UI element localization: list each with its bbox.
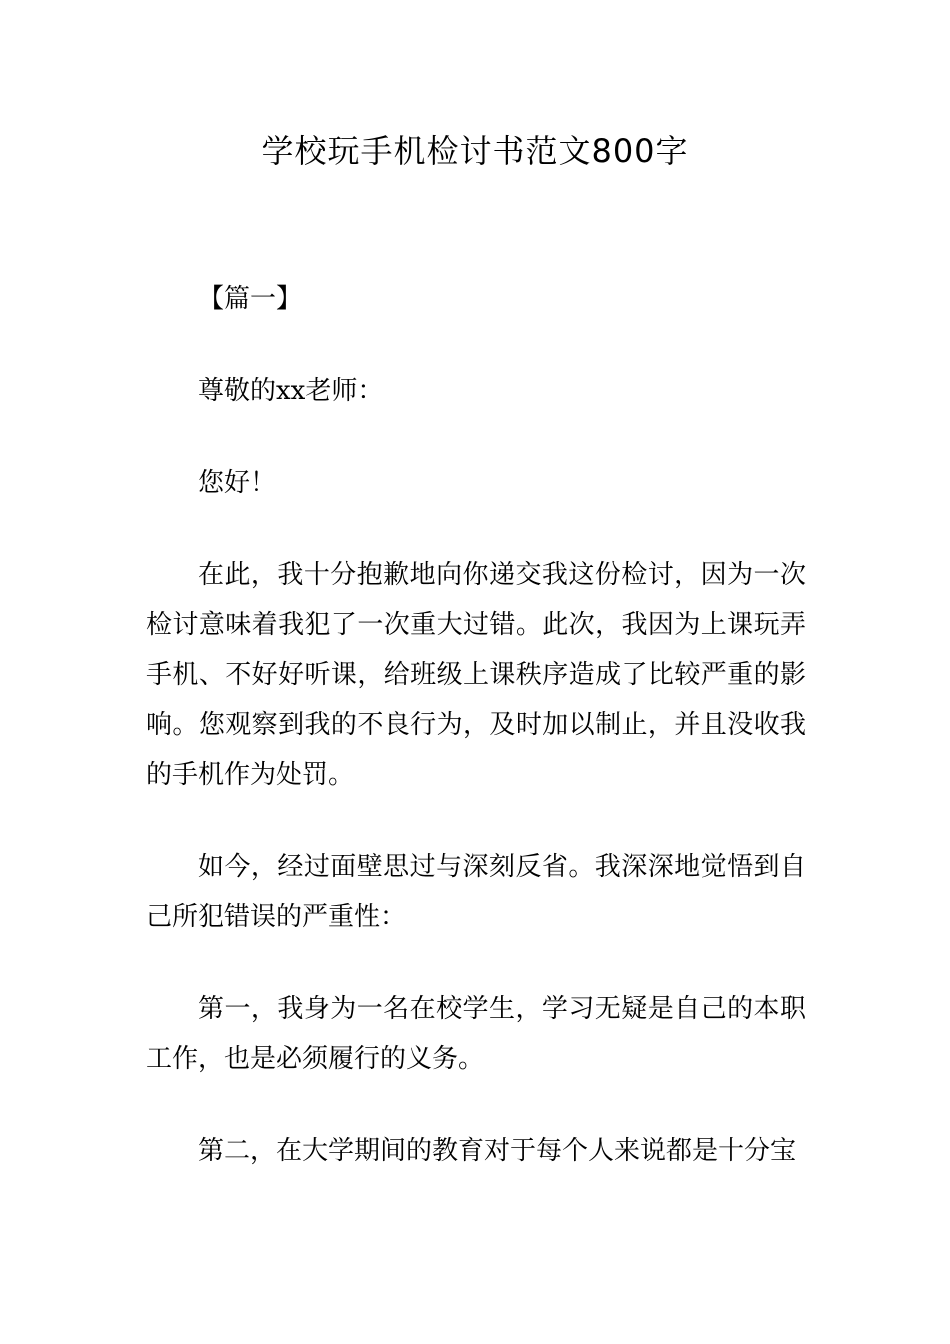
body-paragraph: 第一，我身为一名在校学生，学习无疑是自己的本职工作，也是必须履行的义务。 bbox=[146, 994, 806, 1074]
body-paragraph: 在此，我十分抱歉地向你递交我这份检讨，因为一次检讨意味着我犯了一次重大过错。此次，我因为上课玩弄手机、不好好听课，给班级上课秩序造成了比较严重的影响。您观察到我的不良行为，及时加以制止，并且没收我的手机作为处罚。 bbox=[146, 560, 806, 790]
body-paragraph: 如今，经过面壁思过与深刻反省。我深深地觉悟到自己所犯错误的严重性： bbox=[146, 852, 806, 932]
body-paragraph: 第二，在大学期间的教育对于每个人来说都是十分宝 bbox=[198, 1136, 797, 1166]
document-title: 学校玩手机检讨书范文800字 bbox=[261, 132, 689, 170]
salutation: 尊敬的xx老师： bbox=[198, 376, 384, 406]
greeting: 您好！ bbox=[198, 468, 277, 498]
document-body bbox=[146, 274, 806, 1176]
section-heading: 【篇一】 bbox=[198, 284, 303, 314]
